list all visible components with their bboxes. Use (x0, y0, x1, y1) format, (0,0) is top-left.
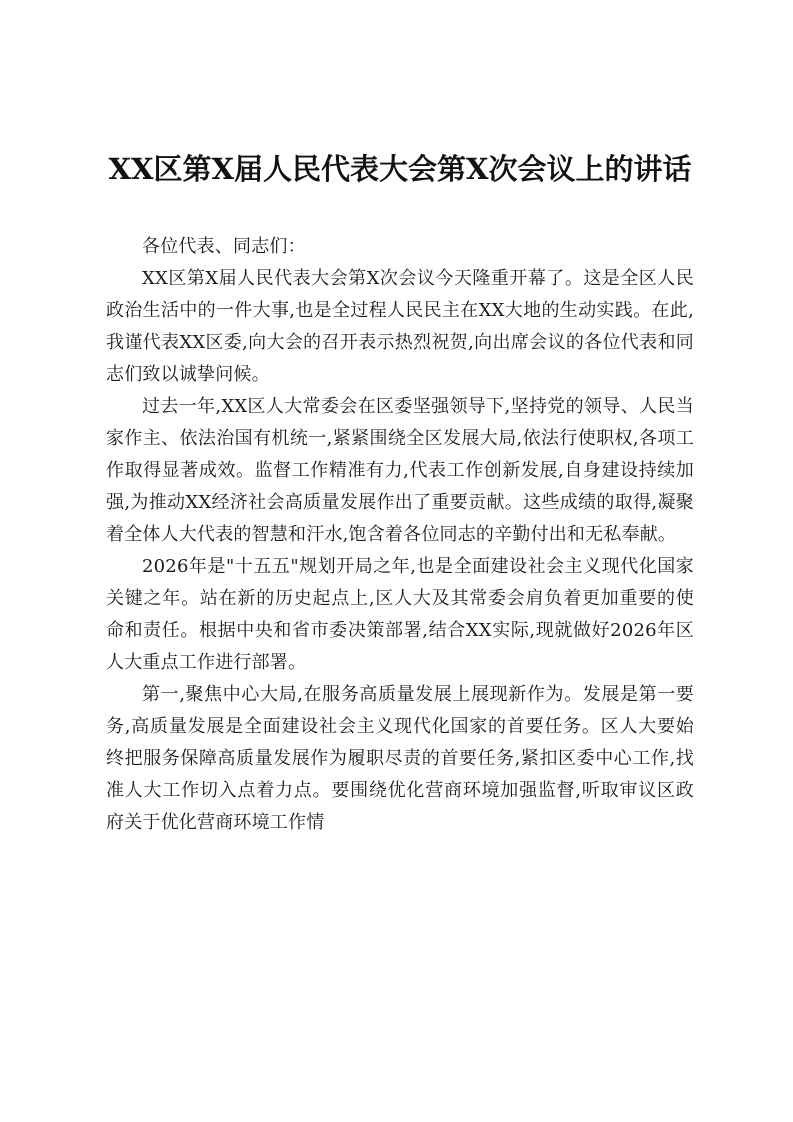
opening-paragraph: XX区第X届人民代表大会第X次会议今天隆重开幕了。这是全区人民政治生活中的一件大事,也是全过程人民民主在XX大地的生动实践。在此,我谨代表XX区委,向大会的召开表示热烈祝贺,向出席会议的各位代表和同志们致以诚挚问候。 (106, 268, 694, 385)
first-task-paragraph: 第一,聚焦中心大局,在服务高质量发展上展现新作为。发展是第一要务,高质量发展是全面建设社会主义现代化国家的首要任务。区人大要始终把服务保障高质量发展作为履职尽责的首要任务,紧扣区委中心工作,找准人大工作切入点着力点。要围绕优化营商环境加强监督,听取审议区政府关于优化营商环境工作情 (106, 684, 694, 833)
review-paragraph: 过去一年,XX区人大常委会在区委坚强领导下,坚持党的领导、人民当家作主、依法治国有机统一,紧紧围绕全区发展大局,依法行使职权,各项工作取得显著成效。监督工作精准有力,代表工作创新发展,自身建设持续加强,为推动XX经济社会高质量发展作出了重要贡献。这些成绩的取得,凝聚着全体人大代表的智慧和汗水,饱含着各位同志的辛勤付出和无私奉献。 (106, 396, 694, 545)
salutation-paragraph: 各位代表、同志们： (142, 236, 306, 257)
plan-paragraph: 2026年是"十五五"规划开局之年,也是全面建设社会主义现代化国家关键之年。站在新的历史起点上,区人大及其常委会肩负着更加重要的使命和责任。根据中央和省市委决策部署,结合XX实际,现就做好2026年区人大重点工作进行部署。 (106, 556, 694, 673)
document-title: XX区第X届人民代表大会第X次会议上的讲话 (108, 152, 692, 186)
document-body (106, 231, 694, 839)
